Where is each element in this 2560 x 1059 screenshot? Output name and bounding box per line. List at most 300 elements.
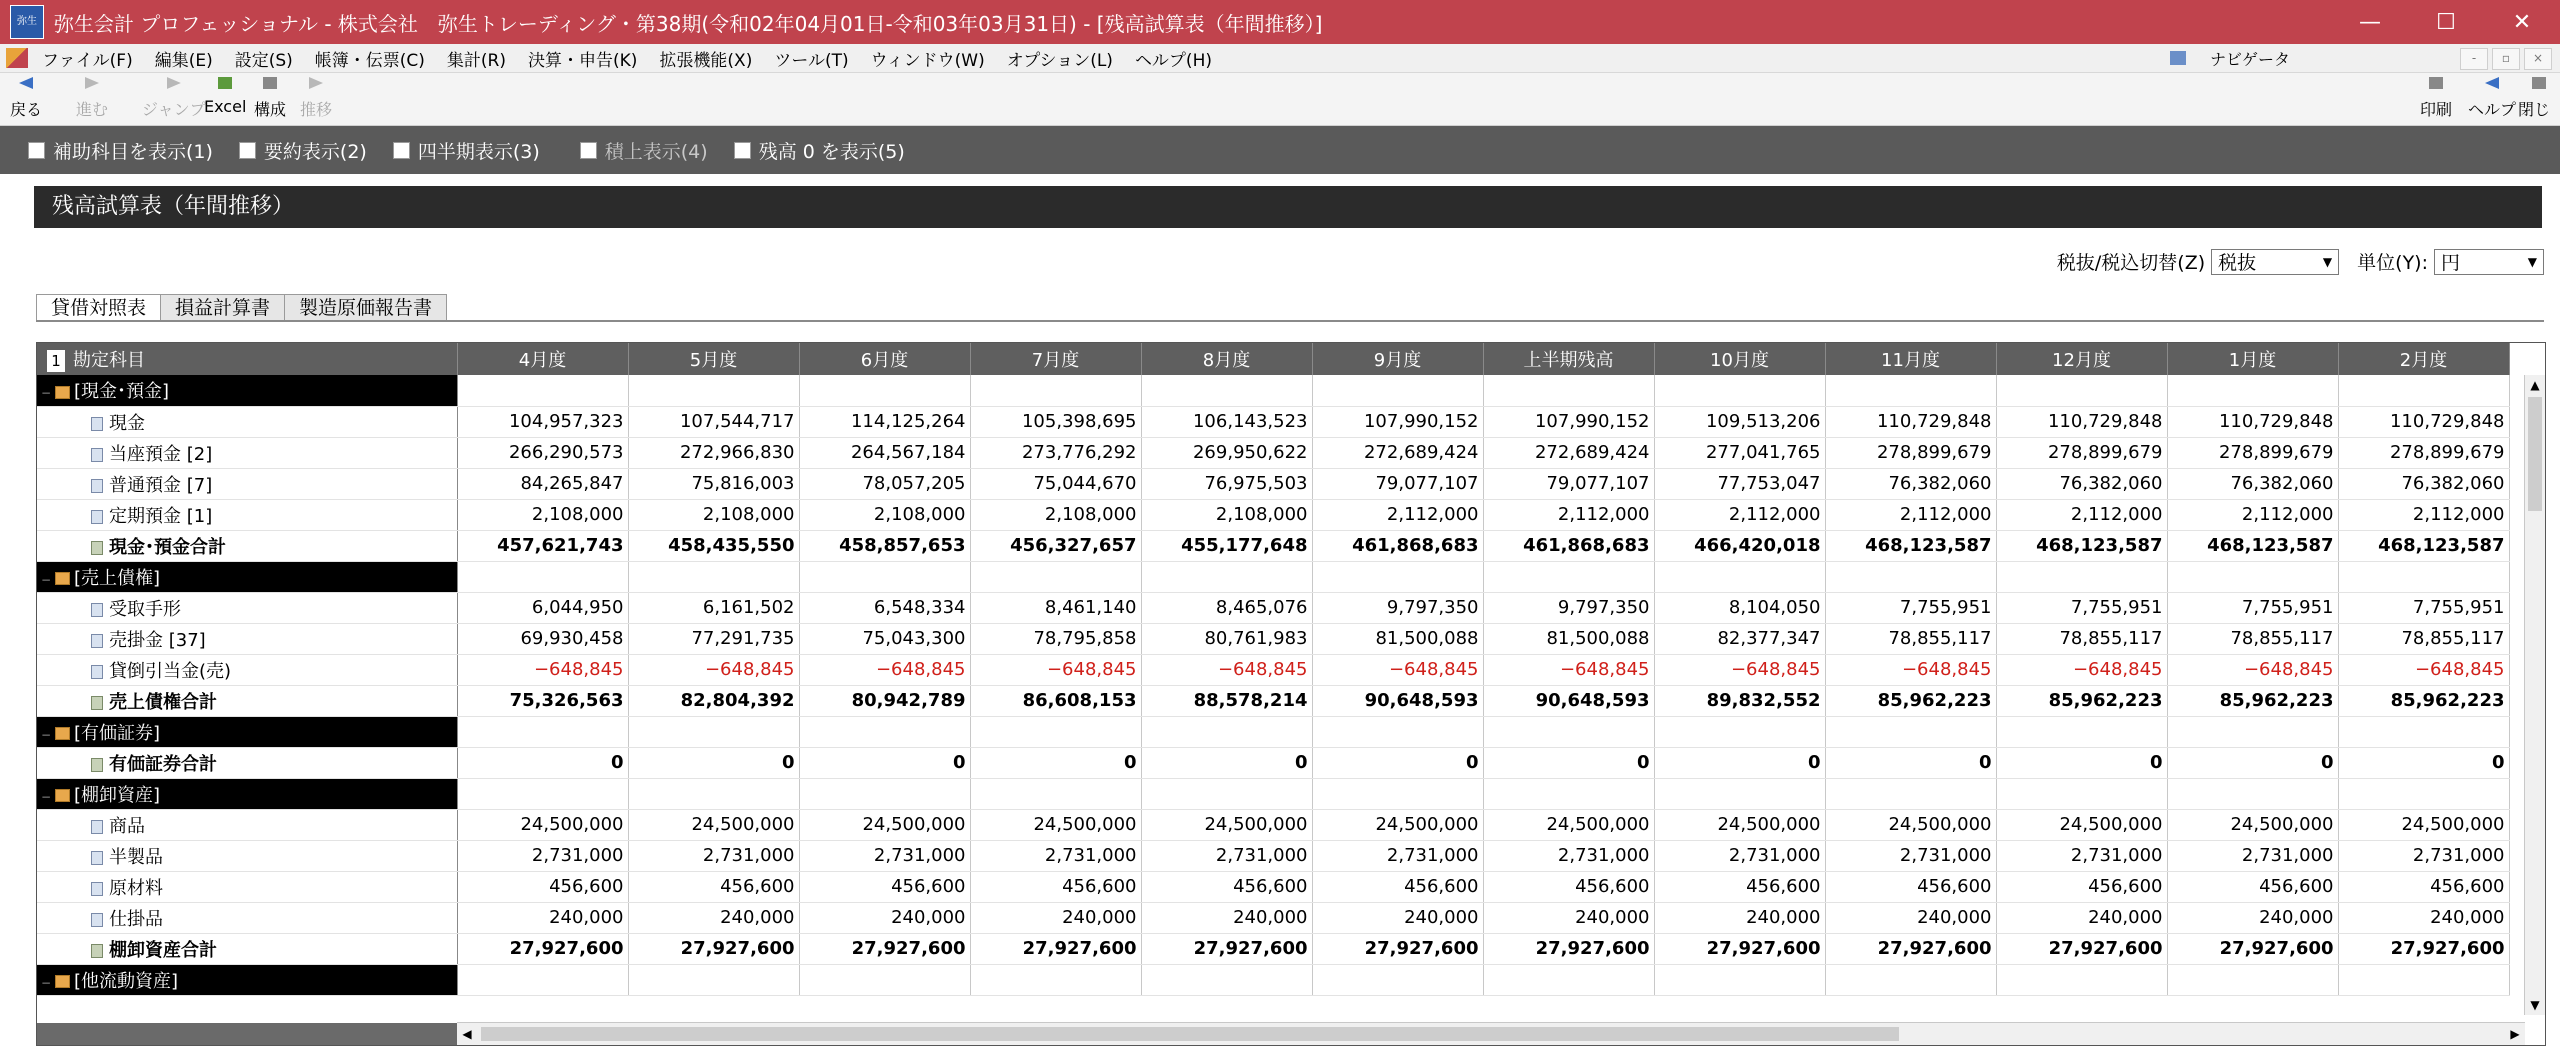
- value-cell[interactable]: 114,125,264: [799, 406, 970, 437]
- value-cell[interactable]: −648,845: [2167, 654, 2338, 685]
- value-cell[interactable]: [1996, 561, 2167, 592]
- value-cell[interactable]: 77,291,735: [628, 623, 799, 654]
- value-cell[interactable]: [1996, 964, 2167, 995]
- value-cell[interactable]: [1483, 716, 1654, 747]
- value-cell[interactable]: 76,382,060: [1825, 468, 1996, 499]
- value-cell[interactable]: [1825, 375, 1996, 406]
- scroll-up-icon[interactable]: ▲: [2530, 378, 2540, 392]
- value-cell[interactable]: 75,043,300: [799, 623, 970, 654]
- tab-manufacturing-cost[interactable]: 製造原価報告書: [284, 294, 447, 321]
- value-cell[interactable]: 110,729,848: [2167, 406, 2338, 437]
- value-cell[interactable]: [970, 964, 1141, 995]
- value-cell[interactable]: 458,857,653: [799, 530, 970, 561]
- account-name-cell[interactable]: [37, 871, 457, 902]
- account-name-cell[interactable]: [37, 902, 457, 933]
- value-cell[interactable]: 85,962,223: [2167, 685, 2338, 716]
- value-cell[interactable]: 24,500,000: [1483, 809, 1654, 840]
- value-cell[interactable]: [628, 561, 799, 592]
- account-row[interactable]: [37, 871, 2509, 902]
- tax-select[interactable]: 税抜 ▼: [2211, 249, 2339, 275]
- value-cell[interactable]: 0: [1996, 747, 2167, 778]
- value-cell[interactable]: 76,382,060: [2338, 468, 2509, 499]
- value-cell[interactable]: 80,761,983: [1141, 623, 1312, 654]
- column-header[interactable]: 11月度: [1825, 343, 1996, 375]
- value-cell[interactable]: 456,600: [970, 871, 1141, 902]
- account-name-cell[interactable]: [37, 933, 457, 964]
- value-cell[interactable]: [1825, 716, 1996, 747]
- value-cell[interactable]: 456,600: [799, 871, 970, 902]
- value-cell[interactable]: 24,500,000: [1996, 809, 2167, 840]
- column-header[interactable]: 6月度: [799, 343, 970, 375]
- value-cell[interactable]: [628, 375, 799, 406]
- value-cell[interactable]: 277,041,765: [1654, 437, 1825, 468]
- menu-options[interactable]: オプション(L): [1006, 50, 1113, 71]
- total-row[interactable]: [37, 685, 2509, 716]
- value-cell[interactable]: −648,845: [1654, 654, 1825, 685]
- value-cell[interactable]: 2,731,000: [1141, 840, 1312, 871]
- checkbox-box[interactable]: [580, 142, 597, 159]
- value-cell[interactable]: 7,755,951: [2338, 592, 2509, 623]
- value-cell[interactable]: −648,845: [1825, 654, 1996, 685]
- value-cell[interactable]: 0: [2167, 747, 2338, 778]
- value-cell[interactable]: 69,930,458: [457, 623, 628, 654]
- value-cell[interactable]: 78,795,858: [970, 623, 1141, 654]
- column-header[interactable]: 上半期残高: [1483, 343, 1654, 375]
- value-cell[interactable]: 468,123,587: [1996, 530, 2167, 561]
- value-cell[interactable]: −648,845: [1312, 654, 1483, 685]
- value-cell[interactable]: [628, 716, 799, 747]
- checkbox-box[interactable]: [393, 142, 410, 159]
- vertical-scroll-thumb[interactable]: [2528, 397, 2542, 511]
- value-cell[interactable]: 110,729,848: [2338, 406, 2509, 437]
- jump-button[interactable]: ジャンプ: [142, 77, 206, 120]
- value-cell[interactable]: 456,600: [1141, 871, 1312, 902]
- value-cell[interactable]: 2,108,000: [1141, 499, 1312, 530]
- account-name-cell[interactable]: [37, 685, 457, 716]
- value-cell[interactable]: 2,731,000: [2338, 840, 2509, 871]
- value-cell[interactable]: 75,044,670: [970, 468, 1141, 499]
- value-cell[interactable]: 6,044,950: [457, 592, 628, 623]
- value-cell[interactable]: 0: [457, 747, 628, 778]
- value-cell[interactable]: [1483, 778, 1654, 809]
- value-cell[interactable]: 240,000: [2338, 902, 2509, 933]
- value-cell[interactable]: 84,265,847: [457, 468, 628, 499]
- value-cell[interactable]: 278,899,679: [1996, 437, 2167, 468]
- scroll-right-icon[interactable]: ▶: [2510, 1027, 2520, 1041]
- value-cell[interactable]: [1654, 716, 1825, 747]
- value-cell[interactable]: [2167, 778, 2338, 809]
- value-cell[interactable]: 456,600: [2338, 871, 2509, 902]
- value-cell[interactable]: 82,377,347: [1654, 623, 1825, 654]
- value-cell[interactable]: 107,544,717: [628, 406, 799, 437]
- value-cell[interactable]: 456,600: [628, 871, 799, 902]
- account-name-cell[interactable]: [37, 623, 457, 654]
- value-cell[interactable]: 24,500,000: [457, 809, 628, 840]
- value-cell[interactable]: 0: [1654, 747, 1825, 778]
- value-cell[interactable]: 240,000: [457, 902, 628, 933]
- value-cell[interactable]: 456,327,657: [970, 530, 1141, 561]
- value-cell[interactable]: [799, 778, 970, 809]
- value-cell[interactable]: 2,731,000: [628, 840, 799, 871]
- value-cell[interactable]: 78,855,117: [2338, 623, 2509, 654]
- account-name-cell[interactable]: [37, 840, 457, 871]
- value-cell[interactable]: [628, 964, 799, 995]
- value-cell[interactable]: 0: [1825, 747, 1996, 778]
- value-cell[interactable]: [1483, 561, 1654, 592]
- value-cell[interactable]: 468,123,587: [2167, 530, 2338, 561]
- value-cell[interactable]: [1312, 778, 1483, 809]
- value-cell[interactable]: [1141, 964, 1312, 995]
- value-cell[interactable]: 455,177,648: [1141, 530, 1312, 561]
- checkbox-box[interactable]: [734, 142, 751, 159]
- value-cell[interactable]: [1654, 778, 1825, 809]
- value-cell[interactable]: 24,500,000: [1141, 809, 1312, 840]
- value-cell[interactable]: 85,962,223: [2338, 685, 2509, 716]
- account-name-cell[interactable]: [37, 716, 457, 747]
- account-name-cell[interactable]: [37, 654, 457, 685]
- excel-button[interactable]: Excel: [204, 77, 246, 116]
- value-cell[interactable]: 24,500,000: [2167, 809, 2338, 840]
- value-cell[interactable]: 461,868,683: [1312, 530, 1483, 561]
- value-cell[interactable]: 78,855,117: [2167, 623, 2338, 654]
- value-cell[interactable]: 109,513,206: [1654, 406, 1825, 437]
- value-cell[interactable]: 27,927,600: [1996, 933, 2167, 964]
- value-cell[interactable]: 2,112,000: [2167, 499, 2338, 530]
- transition-button[interactable]: 推移: [300, 77, 332, 120]
- value-cell[interactable]: 0: [1312, 747, 1483, 778]
- value-cell[interactable]: 104,957,323: [457, 406, 628, 437]
- value-cell[interactable]: [799, 561, 970, 592]
- value-cell[interactable]: 9,797,350: [1483, 592, 1654, 623]
- value-cell[interactable]: 0: [628, 747, 799, 778]
- value-cell[interactable]: 240,000: [1825, 902, 1996, 933]
- value-cell[interactable]: 240,000: [1996, 902, 2167, 933]
- value-cell[interactable]: −648,845: [970, 654, 1141, 685]
- value-cell[interactable]: [457, 375, 628, 406]
- value-cell[interactable]: 272,689,424: [1483, 437, 1654, 468]
- value-cell[interactable]: 468,123,587: [1825, 530, 1996, 561]
- account-row[interactable]: [37, 809, 2509, 840]
- account-name-cell[interactable]: [37, 468, 457, 499]
- value-cell[interactable]: 240,000: [1312, 902, 1483, 933]
- minimize-button[interactable]: —: [2359, 9, 2381, 35]
- value-cell[interactable]: 2,731,000: [1996, 840, 2167, 871]
- value-cell[interactable]: 264,567,184: [799, 437, 970, 468]
- value-cell[interactable]: 266,290,573: [457, 437, 628, 468]
- value-cell[interactable]: 240,000: [1483, 902, 1654, 933]
- value-cell[interactable]: 78,855,117: [1825, 623, 1996, 654]
- value-cell[interactable]: 27,927,600: [2167, 933, 2338, 964]
- value-cell[interactable]: [2167, 561, 2338, 592]
- account-name-cell[interactable]: [37, 592, 457, 623]
- group-row[interactable]: [37, 778, 2509, 809]
- value-cell[interactable]: 2,112,000: [1654, 499, 1825, 530]
- value-cell[interactable]: 27,927,600: [1654, 933, 1825, 964]
- value-cell[interactable]: 240,000: [628, 902, 799, 933]
- account-name-cell[interactable]: [37, 499, 457, 530]
- value-cell[interactable]: [2167, 716, 2338, 747]
- value-cell[interactable]: [1996, 778, 2167, 809]
- print-button[interactable]: 印刷: [2420, 77, 2452, 120]
- tree-collapse-icon[interactable]: −: [41, 727, 52, 742]
- menu-window[interactable]: ウィンドウ(W): [870, 50, 985, 71]
- account-row[interactable]: [37, 902, 2509, 933]
- value-cell[interactable]: 76,975,503: [1141, 468, 1312, 499]
- value-cell[interactable]: [1141, 561, 1312, 592]
- value-cell[interactable]: 461,868,683: [1483, 530, 1654, 561]
- value-cell[interactable]: 458,435,550: [628, 530, 799, 561]
- value-cell[interactable]: 24,500,000: [2338, 809, 2509, 840]
- value-cell[interactable]: 2,112,000: [1825, 499, 1996, 530]
- menu-books[interactable]: 帳簿・伝票(C): [314, 50, 425, 71]
- value-cell[interactable]: 2,108,000: [970, 499, 1141, 530]
- tab-balance-sheet[interactable]: 貸借対照表: [36, 294, 161, 321]
- column-header[interactable]: 5月度: [628, 343, 799, 375]
- value-cell[interactable]: 107,990,152: [1483, 406, 1654, 437]
- value-cell[interactable]: [799, 716, 970, 747]
- value-cell[interactable]: 27,927,600: [457, 933, 628, 964]
- unit-select[interactable]: 円 ▼: [2434, 249, 2544, 275]
- value-cell[interactable]: [1825, 561, 1996, 592]
- value-cell[interactable]: 2,731,000: [2167, 840, 2338, 871]
- value-cell[interactable]: 82,804,392: [628, 685, 799, 716]
- value-cell[interactable]: [970, 778, 1141, 809]
- value-cell[interactable]: 456,600: [1483, 871, 1654, 902]
- value-cell[interactable]: 468,123,587: [2338, 530, 2509, 561]
- value-cell[interactable]: [1312, 561, 1483, 592]
- group-row[interactable]: [37, 375, 2509, 406]
- value-cell[interactable]: 85,962,223: [1825, 685, 1996, 716]
- value-cell[interactable]: [2338, 778, 2509, 809]
- value-cell[interactable]: [1141, 375, 1312, 406]
- column-header[interactable]: 7月度: [970, 343, 1141, 375]
- value-cell[interactable]: 466,420,018: [1654, 530, 1825, 561]
- menu-closing[interactable]: 決算・申告(K): [528, 50, 638, 71]
- menu-edit[interactable]: 編集(E): [154, 50, 213, 71]
- value-cell[interactable]: [457, 964, 628, 995]
- tree-collapse-icon[interactable]: −: [41, 386, 52, 401]
- account-row[interactable]: [37, 437, 2509, 468]
- value-cell[interactable]: 6,161,502: [628, 592, 799, 623]
- value-cell[interactable]: 27,927,600: [1825, 933, 1996, 964]
- value-cell[interactable]: −648,845: [1483, 654, 1654, 685]
- value-cell[interactable]: 7,755,951: [1825, 592, 1996, 623]
- menu-extensions[interactable]: 拡張機能(X): [659, 50, 753, 71]
- value-cell[interactable]: 0: [1141, 747, 1312, 778]
- account-row[interactable]: [37, 654, 2509, 685]
- value-cell[interactable]: 78,855,117: [1996, 623, 2167, 654]
- value-cell[interactable]: 456,600: [2167, 871, 2338, 902]
- scroll-left-icon[interactable]: ◀: [462, 1027, 472, 1041]
- tree-collapse-icon[interactable]: −: [41, 975, 52, 990]
- sub-accounts-checkbox[interactable]: 補助科目を表示(1): [28, 137, 213, 164]
- value-cell[interactable]: 78,057,205: [799, 468, 970, 499]
- value-cell[interactable]: 110,729,848: [1996, 406, 2167, 437]
- value-cell[interactable]: 240,000: [799, 902, 970, 933]
- value-cell[interactable]: [1654, 375, 1825, 406]
- column-header[interactable]: 9月度: [1312, 343, 1483, 375]
- vertical-scrollbar[interactable]: [2524, 375, 2545, 1015]
- value-cell[interactable]: 81,500,088: [1312, 623, 1483, 654]
- group-row[interactable]: [37, 964, 2509, 995]
- account-row[interactable]: [37, 840, 2509, 871]
- value-cell[interactable]: [1996, 375, 2167, 406]
- value-cell[interactable]: 2,112,000: [1483, 499, 1654, 530]
- value-cell[interactable]: 75,326,563: [457, 685, 628, 716]
- value-cell[interactable]: 456,600: [1654, 871, 1825, 902]
- value-cell[interactable]: 6,548,334: [799, 592, 970, 623]
- horizontal-scroll-thumb[interactable]: [481, 1027, 1899, 1041]
- value-cell[interactable]: [970, 375, 1141, 406]
- value-cell[interactable]: 278,899,679: [1825, 437, 1996, 468]
- value-cell[interactable]: 457,621,743: [457, 530, 628, 561]
- value-cell[interactable]: 2,108,000: [628, 499, 799, 530]
- value-cell[interactable]: [799, 375, 970, 406]
- value-cell[interactable]: 9,797,350: [1312, 592, 1483, 623]
- account-row[interactable]: [37, 406, 2509, 437]
- account-row[interactable]: [37, 623, 2509, 654]
- column-header[interactable]: 12月度: [1996, 343, 2167, 375]
- tab-income-statement[interactable]: 損益計算書: [160, 294, 285, 321]
- child-restore-button[interactable]: ▫: [2492, 48, 2520, 70]
- value-cell[interactable]: 8,461,140: [970, 592, 1141, 623]
- value-cell[interactable]: [1483, 964, 1654, 995]
- value-cell[interactable]: [970, 561, 1141, 592]
- value-cell[interactable]: 456,600: [457, 871, 628, 902]
- value-cell[interactable]: 86,608,153: [970, 685, 1141, 716]
- value-cell[interactable]: [1312, 716, 1483, 747]
- account-column-header[interactable]: 1 勘定科目: [37, 343, 457, 375]
- total-row[interactable]: [37, 747, 2509, 778]
- menu-tools[interactable]: ツール(T): [774, 50, 849, 71]
- value-cell[interactable]: 7,755,951: [1996, 592, 2167, 623]
- value-cell[interactable]: 2,731,000: [1654, 840, 1825, 871]
- value-cell[interactable]: 2,112,000: [1312, 499, 1483, 530]
- value-cell[interactable]: 110,729,848: [1825, 406, 1996, 437]
- value-cell[interactable]: 27,927,600: [1483, 933, 1654, 964]
- value-cell[interactable]: [628, 778, 799, 809]
- value-cell[interactable]: 240,000: [1654, 902, 1825, 933]
- value-cell[interactable]: 2,731,000: [1483, 840, 1654, 871]
- child-minimize-button[interactable]: -: [2460, 48, 2488, 70]
- value-cell[interactable]: 0: [1483, 747, 1654, 778]
- checkbox-box[interactable]: [239, 142, 256, 159]
- compose-button[interactable]: 構成: [254, 77, 286, 120]
- value-cell[interactable]: 272,689,424: [1312, 437, 1483, 468]
- value-cell[interactable]: [1312, 375, 1483, 406]
- value-cell[interactable]: [799, 964, 970, 995]
- accumulated-checkbox[interactable]: 積上表示(4): [580, 137, 708, 164]
- value-cell[interactable]: −648,845: [457, 654, 628, 685]
- value-cell[interactable]: −648,845: [1141, 654, 1312, 685]
- value-cell[interactable]: 106,143,523: [1141, 406, 1312, 437]
- value-cell[interactable]: 27,927,600: [799, 933, 970, 964]
- value-cell[interactable]: 77,753,047: [1654, 468, 1825, 499]
- column-header[interactable]: 4月度: [457, 343, 628, 375]
- navigator-button[interactable]: [2170, 46, 2400, 70]
- tree-collapse-icon[interactable]: −: [41, 572, 52, 587]
- account-name-cell[interactable]: [37, 809, 457, 840]
- account-row[interactable]: [37, 468, 2509, 499]
- account-row[interactable]: [37, 499, 2509, 530]
- account-name-cell[interactable]: [37, 778, 457, 809]
- close-window-button[interactable]: ✕: [2512, 9, 2532, 35]
- value-cell[interactable]: 88,578,214: [1141, 685, 1312, 716]
- value-cell[interactable]: 79,077,107: [1483, 468, 1654, 499]
- value-cell[interactable]: [970, 716, 1141, 747]
- value-cell[interactable]: 107,990,152: [1312, 406, 1483, 437]
- column-header[interactable]: 2月度: [2338, 343, 2509, 375]
- value-cell[interactable]: 79,077,107: [1312, 468, 1483, 499]
- value-cell[interactable]: 2,108,000: [799, 499, 970, 530]
- show-zero-checkbox[interactable]: 残高 0 を表示(5): [734, 137, 905, 164]
- column-header[interactable]: 1月度: [2167, 343, 2338, 375]
- value-cell[interactable]: [1312, 964, 1483, 995]
- menu-file[interactable]: ファイル(F): [42, 50, 133, 71]
- value-cell[interactable]: 0: [2338, 747, 2509, 778]
- menu-settings[interactable]: 設定(S): [234, 50, 293, 71]
- value-cell[interactable]: −648,845: [2338, 654, 2509, 685]
- value-cell[interactable]: 8,465,076: [1141, 592, 1312, 623]
- value-cell[interactable]: 0: [799, 747, 970, 778]
- value-cell[interactable]: 90,648,593: [1312, 685, 1483, 716]
- total-row[interactable]: [37, 530, 2509, 561]
- value-cell[interactable]: [2167, 964, 2338, 995]
- value-cell[interactable]: [1654, 561, 1825, 592]
- horizontal-scrollbar[interactable]: [457, 1022, 2525, 1045]
- value-cell[interactable]: 89,832,552: [1654, 685, 1825, 716]
- value-cell[interactable]: 240,000: [1141, 902, 1312, 933]
- value-cell[interactable]: [1825, 964, 1996, 995]
- menu-help[interactable]: ヘルプ(H): [1134, 50, 1212, 71]
- group-row[interactable]: [37, 716, 2509, 747]
- value-cell[interactable]: −648,845: [799, 654, 970, 685]
- value-cell[interactable]: −648,845: [1996, 654, 2167, 685]
- value-cell[interactable]: 24,500,000: [799, 809, 970, 840]
- value-cell[interactable]: 2,731,000: [1312, 840, 1483, 871]
- value-cell[interactable]: 2,731,000: [1825, 840, 1996, 871]
- menu-aggregate[interactable]: 集計(R): [446, 50, 506, 71]
- value-cell[interactable]: 2,731,000: [457, 840, 628, 871]
- value-cell[interactable]: [1654, 964, 1825, 995]
- value-cell[interactable]: 24,500,000: [970, 809, 1141, 840]
- quarterly-checkbox[interactable]: 四半期表示(3): [393, 137, 540, 164]
- value-cell[interactable]: 456,600: [1825, 871, 1996, 902]
- value-cell[interactable]: 76,382,060: [1996, 468, 2167, 499]
- value-cell[interactable]: 2,112,000: [1996, 499, 2167, 530]
- account-name-cell[interactable]: [37, 375, 457, 406]
- account-name-cell[interactable]: [37, 747, 457, 778]
- back-button[interactable]: 戻る: [10, 77, 42, 120]
- value-cell[interactable]: 90,648,593: [1483, 685, 1654, 716]
- document-icon[interactable]: [6, 48, 28, 68]
- value-cell[interactable]: [2338, 964, 2509, 995]
- value-cell[interactable]: 27,927,600: [1141, 933, 1312, 964]
- value-cell[interactable]: 75,816,003: [628, 468, 799, 499]
- value-cell[interactable]: 278,899,679: [2338, 437, 2509, 468]
- value-cell[interactable]: 27,927,600: [2338, 933, 2509, 964]
- value-cell[interactable]: 2,731,000: [970, 840, 1141, 871]
- value-cell[interactable]: 8,104,050: [1654, 592, 1825, 623]
- total-row[interactable]: [37, 933, 2509, 964]
- account-name-cell[interactable]: [37, 561, 457, 592]
- column-header[interactable]: 10月度: [1654, 343, 1825, 375]
- value-cell[interactable]: 24,500,000: [1312, 809, 1483, 840]
- tree-collapse-icon[interactable]: −: [41, 789, 52, 804]
- account-name-cell[interactable]: [37, 964, 457, 995]
- scroll-down-icon[interactable]: ▼: [2530, 998, 2540, 1012]
- value-cell[interactable]: 27,927,600: [628, 933, 799, 964]
